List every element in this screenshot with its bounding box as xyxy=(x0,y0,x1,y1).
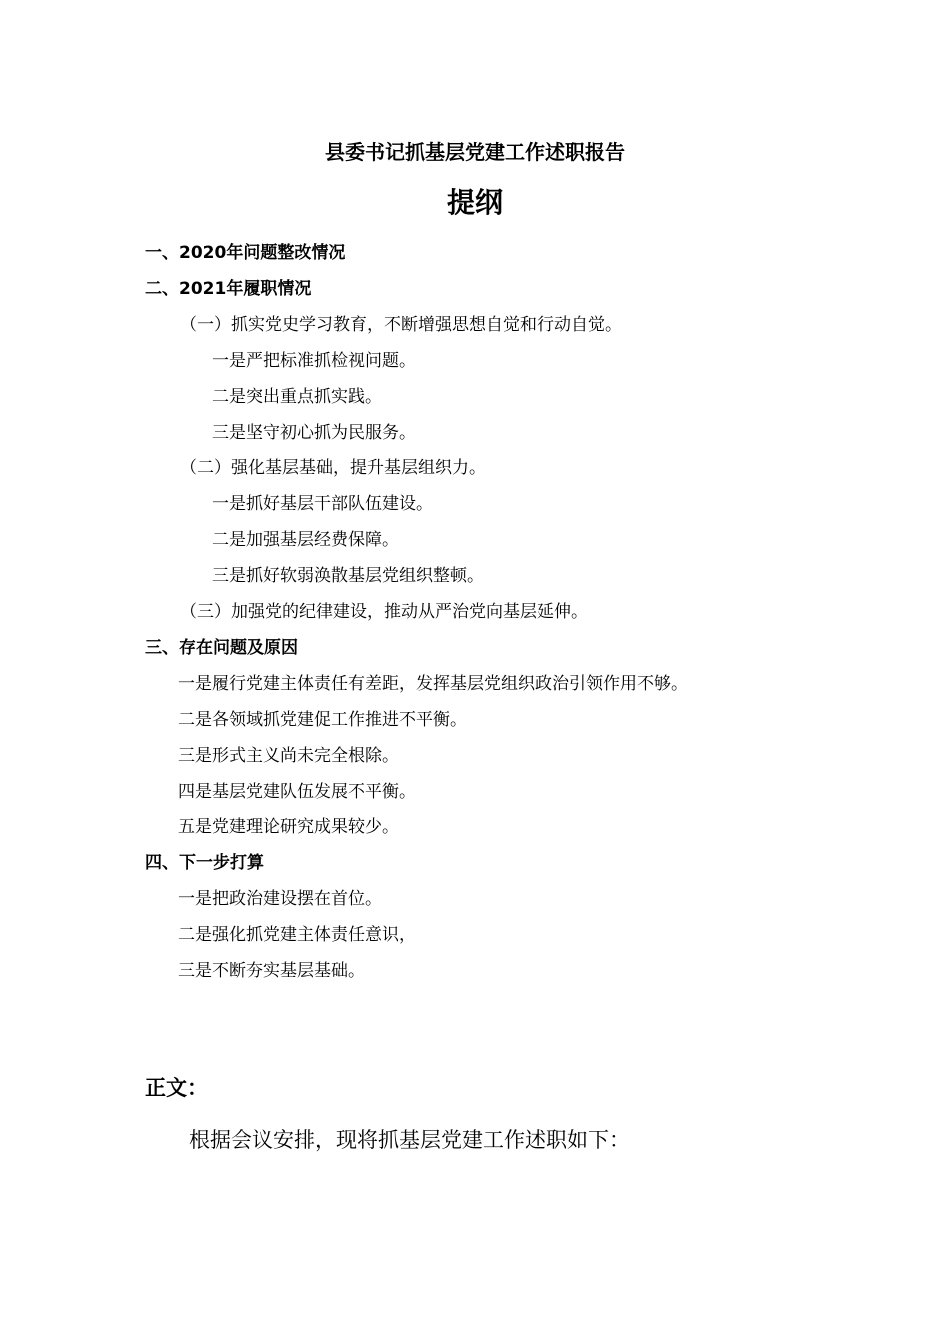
outline-item: （三）加强党的纪律建设，推动从严治党向基层延伸。 xyxy=(180,602,588,622)
outline-heading: 四、下一步打算 xyxy=(145,853,264,873)
body-paragraph: 根据会议安排，现将抓基层党建工作述职如下： xyxy=(189,1128,630,1152)
outline-heading: 二、2021年履职情况 xyxy=(145,279,312,299)
outline-item: 三是抓好软弱涣散基层党组织整顿。 xyxy=(212,566,484,586)
document-title: 县委书记抓基层党建工作述职报告 xyxy=(325,140,625,164)
outline-item: 一是严把标准抓检视问题。 xyxy=(212,351,416,371)
body-heading: 正文： xyxy=(145,1076,208,1100)
outline-item: （一）抓实党史学习教育，不断增强思想自觉和行动自觉。 xyxy=(180,315,622,335)
outline-item: 四是基层党建队伍发展不平衡。 xyxy=(178,782,416,802)
outline-item: 三是不断夯实基层基础。 xyxy=(178,961,365,981)
outline-item: 一是把政治建设摆在首位。 xyxy=(178,889,382,909)
outline-item: （二）强化基层基础，提升基层组织力。 xyxy=(180,458,486,478)
outline-item: 二是加强基层经费保障。 xyxy=(212,530,399,550)
outline-heading: 三、存在问题及原因 xyxy=(145,638,298,658)
outline-item: 二是各领域抓党建促工作推进不平衡。 xyxy=(178,710,467,730)
outline-item: 一是履行党建主体责任有差距，发挥基层党组织政治引领作用不够。 xyxy=(178,674,688,694)
outline-item: 二是突出重点抓实践。 xyxy=(212,387,382,407)
outline-heading: 一、2020年问题整改情况 xyxy=(145,243,346,263)
outline-item: 三是形式主义尚未完全根除。 xyxy=(178,746,399,766)
document-subtitle: 提纲 xyxy=(446,186,503,219)
outline-item: 五是党建理论研究成果较少。 xyxy=(178,817,399,837)
outline-item: 三是坚守初心抓为民服务。 xyxy=(212,423,416,443)
outline-item: 二是强化抓党建主体责任意识， xyxy=(178,925,416,945)
outline-item: 一是抓好基层干部队伍建设。 xyxy=(212,494,433,514)
